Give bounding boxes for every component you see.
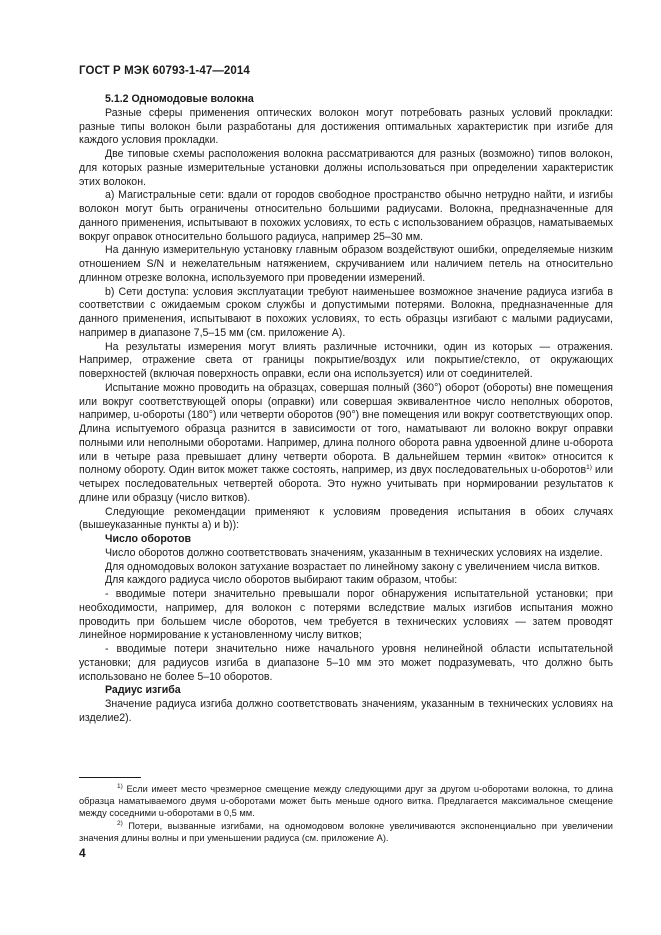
list-item: - вводимые потери значительно превышали порог обнаружения испытательной установки; при необходимости, например, для волокон с потерями вследствие малых изгибов испытания можно проводить при большем числе оборотов, чем требуется в технических условиях — затем проводят линейное нормирование к установленному числу витков;	[79, 588, 613, 642]
document-body	[79, 93, 613, 726]
section-title: 5.1.2 Одномодовые волокна	[105, 93, 254, 105]
paragraph: На данную измерительную установку главным образом воздействуют ошибки, определяемые низким отношением S/N и нежелательным натяжением, скручиванием или наличием петель на относительно длинном отрезке волокна, используемого при проведении измерений.	[79, 244, 613, 284]
paragraph: Число оборотов должно соответствовать значениям, указанным в технических условиях на изделие.	[105, 546, 603, 559]
paragraph: Следующие рекомендации применяют к условиям проведения испытания в обоих случаях (вышеуказанные пункты а) и b)):	[79, 505, 613, 532]
footnote-mark: 2)	[117, 819, 123, 827]
paragraph: Для одномодовых волокон затухание возрастает по линейному закону с увеличением числа витков.	[105, 560, 601, 573]
paragraph-test-turns	[79, 382, 613, 506]
footnote-text: Если имеет место чрезмерное смещение между следующими друг за другом u-оборотами волокна, то длина образца наматываемого двумя u-оборотами может быть меньше одного витка. Предлагается максимальное смещение между соседними u-оборотами в 0,5 мм.	[79, 784, 613, 819]
list-item: - вводимые потери значительно ниже начального уровня нелинейной области испытательной установки; для радиусов изгиба в диапазоне 5–10 мм это может подразумевать, что должно быть использовано не более 5–10 оборотов.	[79, 643, 613, 683]
footnote-mark: 1)	[117, 783, 123, 790]
paragraph: Для каждого радиуса число оборотов выбирают таким образом, чтобы:	[105, 574, 458, 587]
document-header: ГОСТ Р МЭК 60793-1-47—2014	[79, 65, 250, 77]
paragraph: Значение радиуса изгиба должно соответствовать значениям, указанным в технических условиях на изделие2).	[79, 698, 613, 724]
footnote-2	[79, 820, 613, 844]
footnote-reference: 1)	[586, 464, 592, 472]
subheading-bend-radius: Радиус изгиба	[105, 684, 181, 697]
paragraph: На результаты измерения могут влиять различные источники, один из которых — отражения. Например, отражение света от границы покрытие/воздух или покрытие/стекло, от окружающих поверхностей (включая поверхность оправки, если она используется) или от соединителей.	[79, 340, 613, 380]
paragraph-text: Испытание можно проводить на образцах, совершая полный (360°) оборот (обороты) вне помещения или вокруг соответствующей опоры (оправки) или совершая эквивалентное число неполных оборотов, например, u-обороты (180°) или четверти оборотов (90°) вне помещения или вокруг соответствующих опор. Длина испытуемого образца разнится в зависимости от того, наматывают ли волокно вокруг оправки полными или неполными оборотами. Например, длина полного оборота равна удвоенной длине u-оборота или в четыре раза превышает длину четверти оборота. В дальнейшем термин «виток» относится к полному обороту. Один виток может также состоять, например, из двух последовательных u-оборотов	[79, 381, 613, 477]
paragraph: Разные сферы применения оптических волокон могут потребовать разных условий прокладки: разные типы волокон были разработаны для достижения оптимальных характеристик при изгибе для каждого условия прокладки.	[79, 106, 613, 147]
paragraph-access-networks: b) Сети доступа: условия эксплуатации требуют наименьшее возможное значение радиуса изгиба в соответствии с ожидаемым сроком службы и допустимыми потерями. Волокна, предназначенные для данного применения, испытывают в похожих условиях, то есть образцы изгибают с малыми радиусами, например в диапазоне 7,5–15 мм (см. приложение А).	[79, 285, 613, 339]
footnote-1	[79, 783, 613, 820]
paragraph-text: или четырех последовательных четвертей оборота. Это нужно учитывать при нормировании результатов к длине или образцу (число витков).	[79, 464, 613, 504]
subheading-turns: Число оборотов	[105, 533, 192, 545]
paragraph: Две типовые схемы расположения волокна рассматриваются для разных (возможно) типов волокон, для которых разные измерительные установки должны использоваться при определении характеристик этих волокон.	[79, 148, 613, 188]
page-number: 4	[79, 846, 86, 860]
paragraph-trunk-networks: а) Магистральные сети: вдали от городов свободное пространство обычно нетрудно найти, и изгибы волокон могут быть ограничены относительно большими радиусами. Волокна, предназначенные для данного применения, испытывают в похожих условиях, то есть с использованием образцов, наматываемых вокруг оправок относительно большого радиуса, например 25–30 мм.	[79, 189, 613, 243]
footnotes	[79, 783, 613, 844]
footnote-text: Потери, вызванные изгибами, на одномодовом волокне увеличиваются экспоненциально при увеличении значения длины волны и при уменьшении радиуса (см. приложение А).	[79, 820, 613, 843]
footnote-divider	[79, 777, 141, 778]
